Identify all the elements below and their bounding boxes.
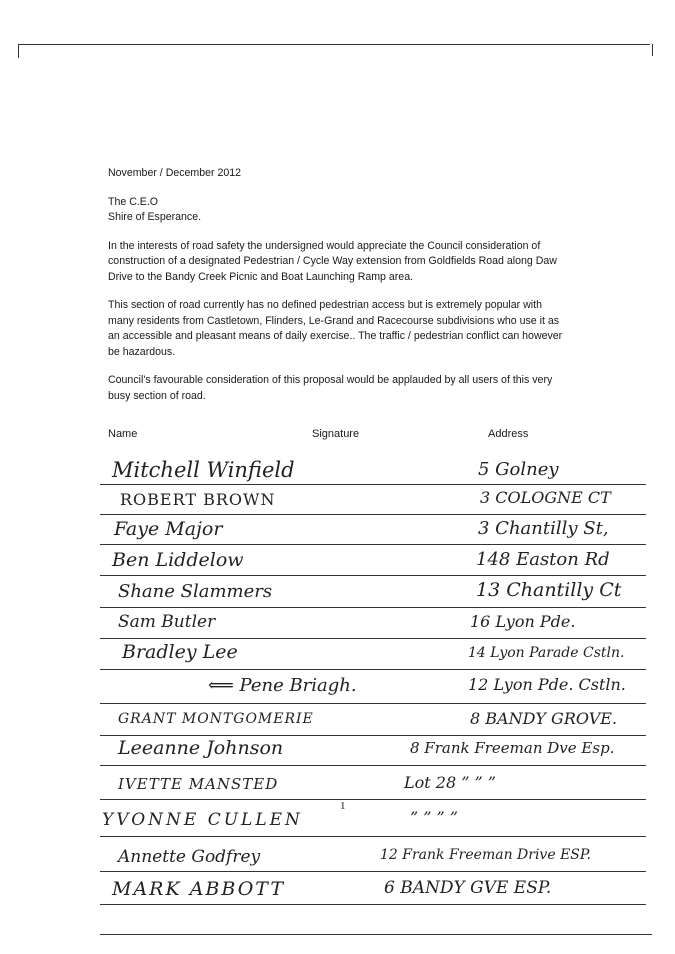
signature-row	[98, 641, 658, 671]
scan-border-top	[18, 44, 650, 45]
row-rule	[100, 669, 646, 670]
row-rule	[100, 871, 646, 872]
row-address: 5 Golney	[478, 459, 559, 480]
row-rule	[100, 607, 646, 608]
row-signature: Sam Butler	[118, 612, 216, 632]
scan-border-left	[18, 44, 19, 58]
row-rule	[100, 765, 646, 766]
paragraph-closing: Council's favourable consideration of this proposal would be applauded by all users of this very busy section of road.	[108, 374, 553, 402]
signature-row	[98, 673, 658, 703]
signature-row	[98, 456, 658, 486]
row-address: 12 Frank Freeman Drive ESP.	[380, 847, 591, 863]
signature-row	[98, 579, 658, 609]
row-rule	[100, 799, 646, 800]
letter-body	[108, 166, 568, 417]
row-signature: ⟸ Pene Briagh.	[208, 675, 357, 696]
row-rule	[100, 904, 646, 905]
signature-row	[98, 610, 658, 640]
row-rule	[100, 544, 646, 545]
addressee-title: The C.E.O	[108, 195, 159, 208]
row-signature: Mitchell Winfield	[112, 458, 295, 482]
letter-date: November / December 2012	[108, 167, 242, 179]
scan-border-right	[652, 44, 653, 56]
header-address: Address	[488, 428, 529, 440]
row-signature: Annette Godfrey	[118, 847, 261, 867]
row-signature: Bradley Lee	[122, 641, 238, 663]
row-rule	[100, 735, 646, 736]
row-signature: MARK ABBOTT	[112, 878, 285, 900]
signature-row	[98, 845, 658, 875]
row-address: 8 BANDY GROVE.	[470, 709, 618, 728]
row-rule	[100, 484, 646, 485]
row-address: 12 Lyon Pde. Cstln.	[468, 675, 626, 694]
signature-row	[98, 878, 658, 908]
paragraph-request: In the interests of road safety the undersigned would appreciate the Council consideration of construction of a designated Pedestrian / Cycle Way extension from Goldfields Road along Daw Drive to the Bandy Creek Picnic and Boat Launching Ramp area.	[108, 239, 557, 283]
signature-row	[98, 769, 658, 799]
signature-row	[98, 707, 658, 737]
signature-row	[98, 516, 658, 546]
row-signature: GRANT MONTGOMERIE	[118, 711, 314, 727]
row-signature: Leeanne Johnson	[118, 737, 284, 759]
row-address: 3 Chantilly St,	[478, 518, 609, 539]
row-address: 6 BANDY GVE ESP.	[384, 878, 552, 898]
row-address: 13 Chantilly Ct	[476, 579, 622, 601]
row-rule	[100, 703, 646, 704]
row-rule	[100, 836, 646, 837]
row-address: 148 Easton Rd	[476, 549, 610, 570]
row-address: 14 Lyon Parade Cstln.	[468, 645, 625, 661]
row-signature: ROBERT BROWN	[120, 490, 276, 509]
row-signature: YVONNE CULLEN	[102, 810, 303, 830]
row-rule	[100, 575, 646, 576]
scan-border-bottom	[100, 934, 652, 935]
paragraph-context: This section of road currently has no defined pedestrian access but is extremely popular with many residents from Castletown, Flinders, Le-Grand and Racecourse subdivisions who use it as an accessible and pleasant means of daily exercise.. The traffic / pedestrian conflict can however be hazardous.	[108, 299, 563, 358]
row-address: 3 COLOGNE CT	[480, 488, 611, 507]
row-signature: Shane Slammers	[118, 581, 273, 602]
row-address: 8 Frank Freeman Dve Esp.	[410, 739, 615, 757]
row-address: Lot 28 ” ” ”	[404, 773, 496, 792]
page-number: 1	[340, 800, 346, 812]
row-address: 16 Lyon Pde.	[470, 612, 576, 631]
signature-row	[98, 737, 658, 767]
addressee-organisation: Shire of Esperance.	[108, 211, 202, 223]
signature-row	[98, 806, 658, 836]
row-rule	[100, 638, 646, 639]
signature-row	[98, 547, 658, 577]
signature-row	[98, 486, 658, 516]
header-signature: Signature	[312, 428, 360, 440]
row-signature: Ben Liddelow	[112, 549, 244, 571]
row-signature: Faye Major	[114, 518, 223, 540]
header-name: Name	[108, 428, 138, 440]
row-rule	[100, 514, 646, 515]
row-signature: IVETTE MANSTED	[118, 775, 279, 793]
row-address: ” ” ” ”	[410, 808, 458, 827]
